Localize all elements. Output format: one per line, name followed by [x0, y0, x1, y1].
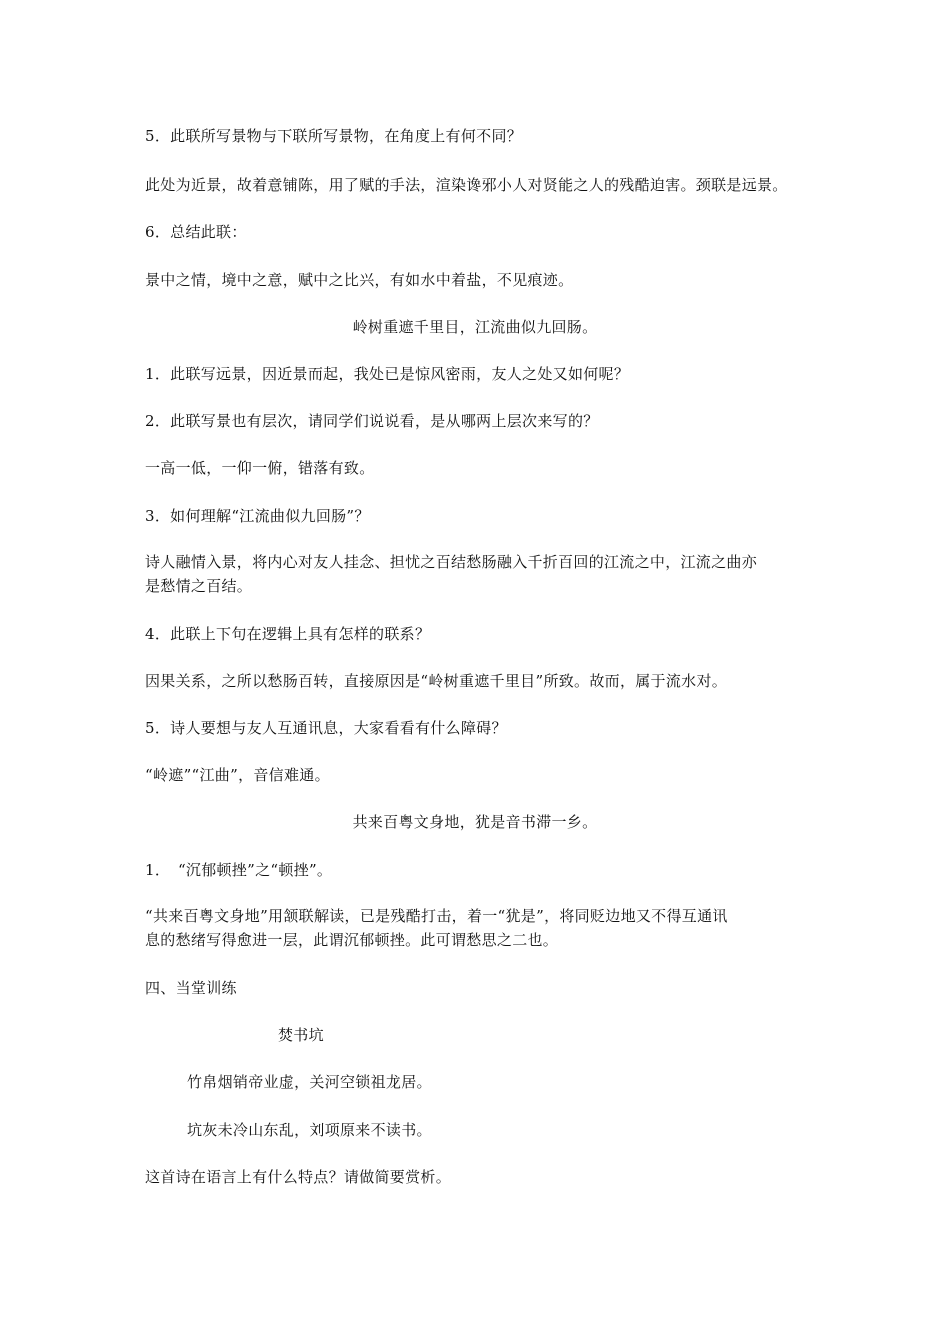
poem-line-1: 竹帛烟销帝业虚，关河空锁祖龙居。 — [187, 1073, 432, 1091]
poem-title: 焚书坑 — [278, 1026, 324, 1044]
question-5-text: 5．此联所写景物与下联所写景物，在角度上有何不同？ — [145, 127, 523, 145]
question-2-text: 2．此联写景也有层次，请同学们说说看，是从哪两上层次来写的？ — [145, 412, 599, 430]
answer-1b-line-1: “共来百粤文身地”用颔联解读，已是残酷打击，着一“犹是”，将同贬边地又不得互通讯 — [145, 907, 728, 925]
answer-2-text: 一高一低，一仰一俯，错落有致。 — [145, 459, 375, 477]
exercise-question: 这首诗在语言上有什么特点？请做简要赏析。 — [145, 1168, 452, 1186]
answer-4-text: 因果关系，之所以愁肠百转，直接原因是“岭树重遮千里目”所致。故而，属于流水对。 — [145, 672, 728, 690]
couplet-heading-2: 共来百粤文身地，犹是音书滞一乡。 — [352, 813, 598, 831]
answer-3-line-1: 诗人融情入景，将内心对友人挂念、担忧之百结愁肠融入千折百回的江流之中，江流之曲亦 — [145, 553, 758, 571]
question-4-text: 4．此联上下句在逻辑上具有怎样的联系？ — [145, 625, 431, 643]
answer-6-text: 景中之情，境中之意，赋中之比兴，有如水中着盐，不见痕迹。 — [145, 271, 574, 289]
question-1b-text: 1． “沉郁顿挫”之“顿挫”。 — [145, 861, 333, 879]
poem-line-2: 坑灰未冷山东乱，刘项原来不读书。 — [187, 1121, 432, 1139]
answer-3-line-2: 是愁情之百结。 — [145, 577, 253, 595]
section-heading: 四、当堂训练 — [145, 979, 237, 997]
answer-5-text: 此处为近景，故着意铺陈，用了赋的手法，渲染谗邪小人对贤能之人的残酷迫害。颈联是远景。 — [145, 176, 788, 194]
answer-5b-text: “岭遮”“江曲”，音信难通。 — [145, 766, 330, 784]
question-1-text: 1．此联写远景，因近景而起，我处已是惊风密雨，友人之处又如何呢？ — [145, 365, 630, 383]
answer-1b-line-2: 息的愁绪写得愈进一层，此谓沉郁顿挫。此可谓愁思之二也。 — [145, 931, 559, 949]
question-3-text: 3．如何理解“江流曲似九回肠”？ — [145, 507, 370, 525]
couplet-heading-1: 岭树重遮千里目，江流曲似九回肠。 — [352, 318, 598, 336]
question-6-text: 6．总结此联： — [145, 223, 247, 241]
question-5b-text: 5．诗人要想与友人互通讯息，大家看看有什么障碍？ — [145, 719, 507, 737]
